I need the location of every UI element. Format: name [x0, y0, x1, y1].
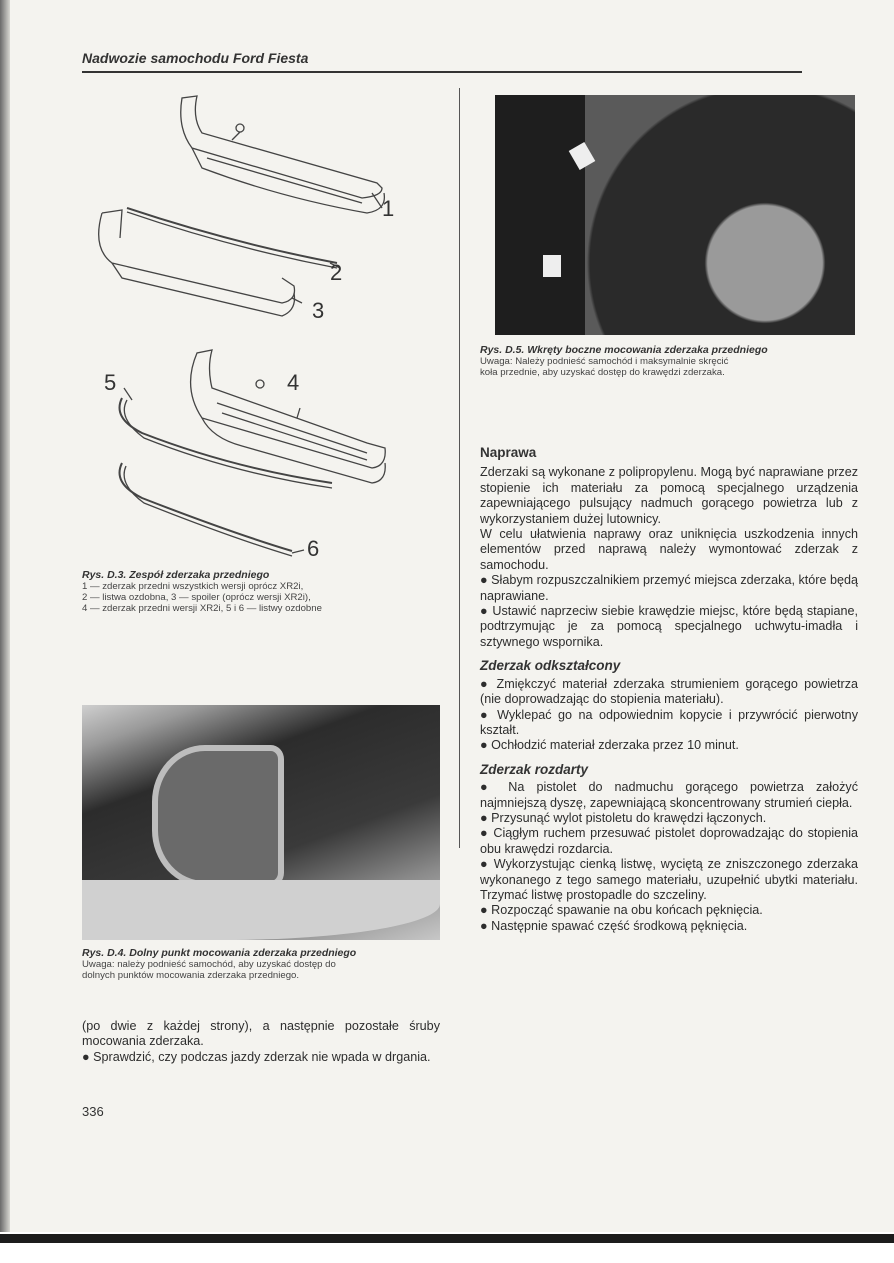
- section-heading-rozdarty: Zderzak rozdarty: [480, 761, 589, 777]
- scan-edge: [0, 0, 10, 1263]
- running-header: Nadwozie samochodu Ford Fiesta: [82, 50, 309, 66]
- right-column-text: Naprawa Zderzaki są wykonane z polipropylenu. Mogą być naprawiane przez stopienie ich materiału za pomocą specjalnego urządzenia zapewniającego pulsujący nadmuch gorącego powietrza lub z wykorzystaniem dużej lutownicy. W celu ułatwienia naprawy oraz uniknięcia uszkodzenia innych elementów przed naprawą należy wymontować zderzak z samochodu. ● Słabym rozpuszczalnikiem przemyć miejsca zderzaka, które będą naprawiane. ● Ustawić naprzeciw siebie krawędzie miejsc, które będą stapiane, podtrzymując je za pomocą specjalnego uchwytu-imadła i sztywnego wspornika. Zderzak odkształcony ● Zmiękczyć materiał zderzaka strumieniem gorącego powietrza (nie doprowadzając do stopienia materiału). ● Wyklepać go na odpowiednim kopycie i przywrócić pierwotny kształt. ● Ochłodzić materiał zderzaka przez 10 minut. Zderzak rozdarty ● Na pistolet do nadmuchu gorącego powietrza założyć najmniejszą dyszę, zapewniającą skoncentrowany strumień ciepła. ● Przysunąć wylot pistoletu do krawędzi łączonych. ● Ciągłym ruchem przesuwać pistolet doprowadzając do stopienia obu krawędzi rozdarcia. ● Wykorzystując cienką listwę, wyciętą ze zniszczonego zderzaka wykonanego z tego samego materiału, uzupełnić ubytki materiału. Trzymać listwę prostopadle do szczeliny. ● Rozpocząć spawanie na obu końcach pęknięcia. ● Następnie spawać część środkową pęknięcia.: [480, 445, 859, 933]
- part-label-6: 6: [307, 536, 320, 561]
- page-number: 336: [82, 1104, 104, 1119]
- photo-side-mounting-screws: [495, 95, 855, 335]
- photo-lower-mounting-point: [82, 705, 440, 940]
- header-rule: [82, 71, 802, 73]
- section-heading-odksztalcony: Zderzak odkształcony: [480, 658, 621, 674]
- bumper-exploded-diagram: [82, 88, 452, 563]
- arrow-marker-icon: [543, 255, 561, 277]
- figure-d3-caption: Rys. D.3. Zespół zderzaka przedniego 1 — zderzak przedni wszystkich wersji oprócz XR2i, 2 — listwa ozdobna, 3 — spoiler (oprócz wersji XR2i), 4 — zderzak przedni wersji XR2i, 5 i 6 — listwy ozdobne: [82, 569, 322, 614]
- part-label-2: 2: [330, 260, 343, 285]
- left-column-text: (po dwie z każdej strony), a następnie pozostałe śruby mocowania zderzaka. ● Sprawdzić, czy podczas jazdy zderzak nie wpada w drgania.: [82, 1019, 440, 1064]
- scan-bottom: [0, 1232, 894, 1263]
- figure-d4-caption: Rys. D.4. Dolny punkt mocowania zderzaka przedniego Uwaga: należy podnieść samochód, aby uzyskać dostęp do dolnych punktów mocowania zderzaka przedniego.: [82, 947, 357, 981]
- figure-d5-caption: Rys. D.5. Wkręty boczne mocowania zderzaka przedniego Uwaga: Należy podnieść samochód i maksymalnie skręcić koła przednie, aby uzyskać dostęp do krawędzi zderzaka.: [480, 344, 768, 378]
- part-label-1: 1: [382, 196, 395, 221]
- part-label-5: 5: [104, 370, 117, 395]
- part-label-3: 3: [312, 298, 325, 323]
- part-label-4: 4: [287, 370, 300, 395]
- column-divider: [459, 88, 460, 848]
- section-heading-naprawa: Naprawa: [480, 445, 537, 460]
